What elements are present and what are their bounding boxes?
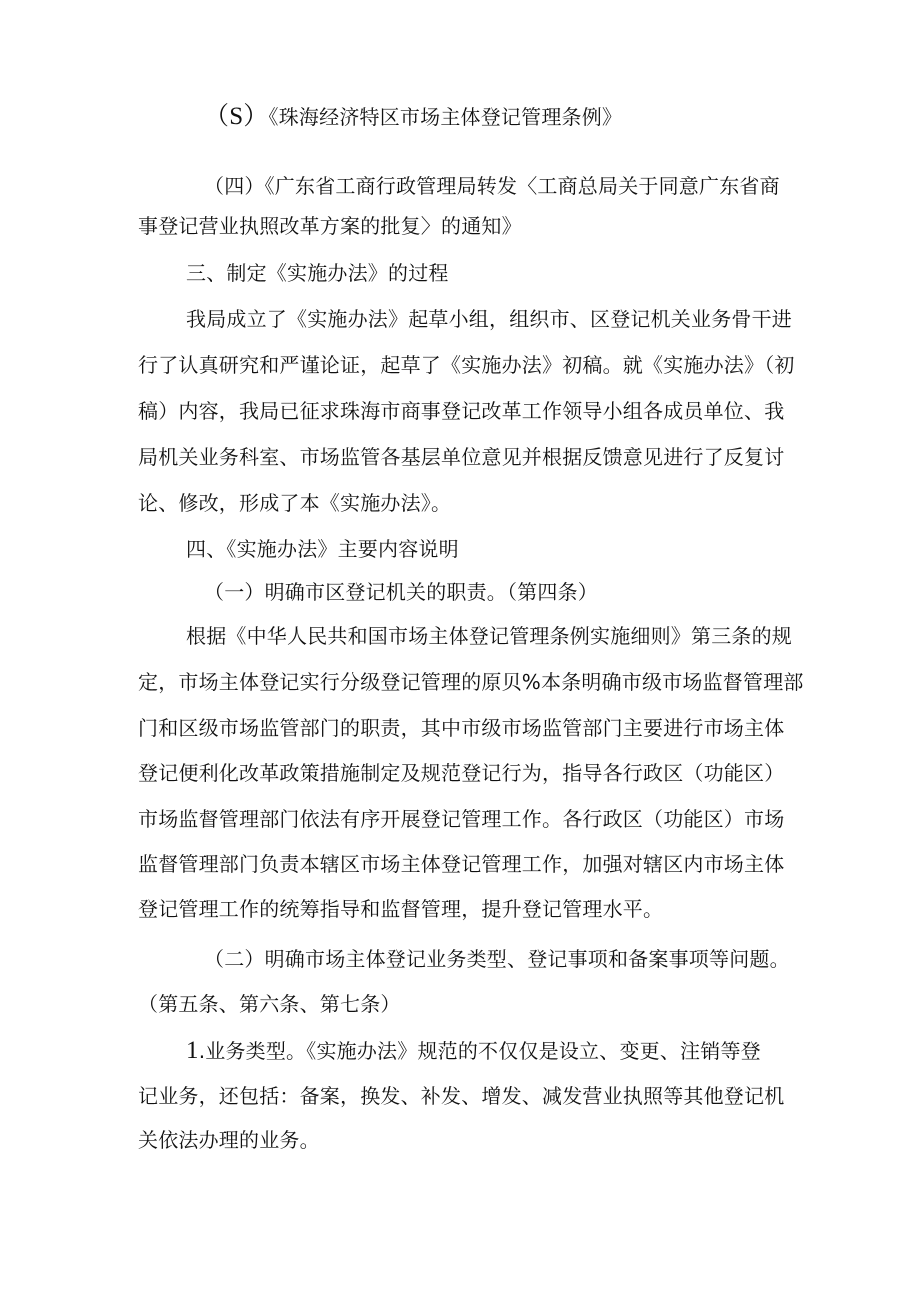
paragraph-line [138, 805, 798, 833]
line-text: 我局成立了《实施办法》起草小组，组织市、区登记机关业务骨干进 [186, 307, 792, 331]
line-text: 记业务，还包括：备案，换发、补发、增发、减发营业执照等其他登记机 [138, 1084, 785, 1108]
line-text: 关依法办理的业务。 [138, 1128, 320, 1152]
subsection-heading [204, 578, 864, 606]
line-text: （二）明确市场主体登记业务类型、登记事项和备案事项等问题。 [204, 947, 790, 971]
line-text: 登记便利化改革政策措施制定及规范登记行为，指导各行政区（功能区） [138, 761, 785, 785]
paragraph-line [138, 1082, 798, 1110]
paragraph-line [138, 990, 798, 1018]
line-text: （四）《广东省工商行政管理局转发〈工商总局关于同意广东省商 [204, 174, 780, 198]
paragraph-line [138, 668, 804, 696]
line-text: （一）明确市区登记机关的职责。（第四条） [204, 580, 598, 604]
list-item-legal-reference [204, 172, 864, 200]
subsection-heading [204, 945, 864, 973]
line-text: 市场监督管理部门依法有序开展登记管理工作。各行政区（功能区）市场 [138, 807, 785, 831]
list-number: 1 [186, 1037, 199, 1064]
list-item-legal-reference [204, 103, 864, 131]
line-text: 行了认真研究和严谨论证，起草了《实施办法》初稿。就《实施办法》（初 [138, 353, 795, 377]
line-text: .业务类型。《实施办法》规范的不仅仅是设立、变更、注销等登 [198, 1039, 761, 1063]
line-text: 登记管理工作的统筹指导和监督管理，提升登记管理水平。 [138, 897, 664, 921]
paragraph-line [138, 895, 798, 923]
paragraph-line [138, 397, 798, 425]
section-heading [186, 259, 846, 287]
line-text: 门和区级市场监管部门的职责，其中市级市场监管部门主要进行市场主体 [138, 716, 785, 740]
paragraph-line [186, 622, 846, 650]
line-text: 根据《中华人民共和国市场主体登记管理条例实施细则》第三条的规 [186, 624, 792, 648]
line-text: 四、《实施办法》主要内容说明 [186, 537, 459, 561]
line-text: 《珠海经济特区市场主体登记管理条例》 [268, 105, 623, 129]
paragraph-line [186, 305, 846, 333]
section-heading [186, 535, 846, 563]
paragraph-line [138, 759, 798, 787]
line-text: （第五条、第六条、第七条） [138, 992, 401, 1016]
paragraph-line [138, 850, 798, 878]
paragraph-line [138, 212, 798, 240]
paragraph-line [138, 489, 798, 517]
line-text: 论、修改，形成了本《实施办法》。 [138, 491, 452, 515]
paragraph-line [138, 443, 798, 471]
line-text: 稿）内容，我局已征求珠海市商事登记改革工作领导小组各成员单位、我 [138, 399, 785, 423]
paragraph-line [138, 351, 798, 379]
line-text: 监督管理部门负责本辖区市场主体登记管理工作，加强对辖区内市场主体 [138, 852, 785, 876]
list-marker: （S） [204, 103, 269, 130]
paragraph-line [138, 1126, 798, 1154]
line-text: 定，市场主体登记实行分级登记管理的原贝%本条明确市级市场监督管理部 [138, 670, 804, 694]
line-text: 事登记营业执照改革方案的批复〉的通知》 [138, 214, 522, 238]
list-item-business-type [186, 1037, 846, 1065]
line-text: 局机关业务科室、市场监管各基层单位意见并根据反馈意见进行了反复讨 [138, 445, 785, 469]
line-text: 三、制定《实施办法》的过程 [186, 261, 449, 285]
paragraph-line [138, 714, 798, 742]
